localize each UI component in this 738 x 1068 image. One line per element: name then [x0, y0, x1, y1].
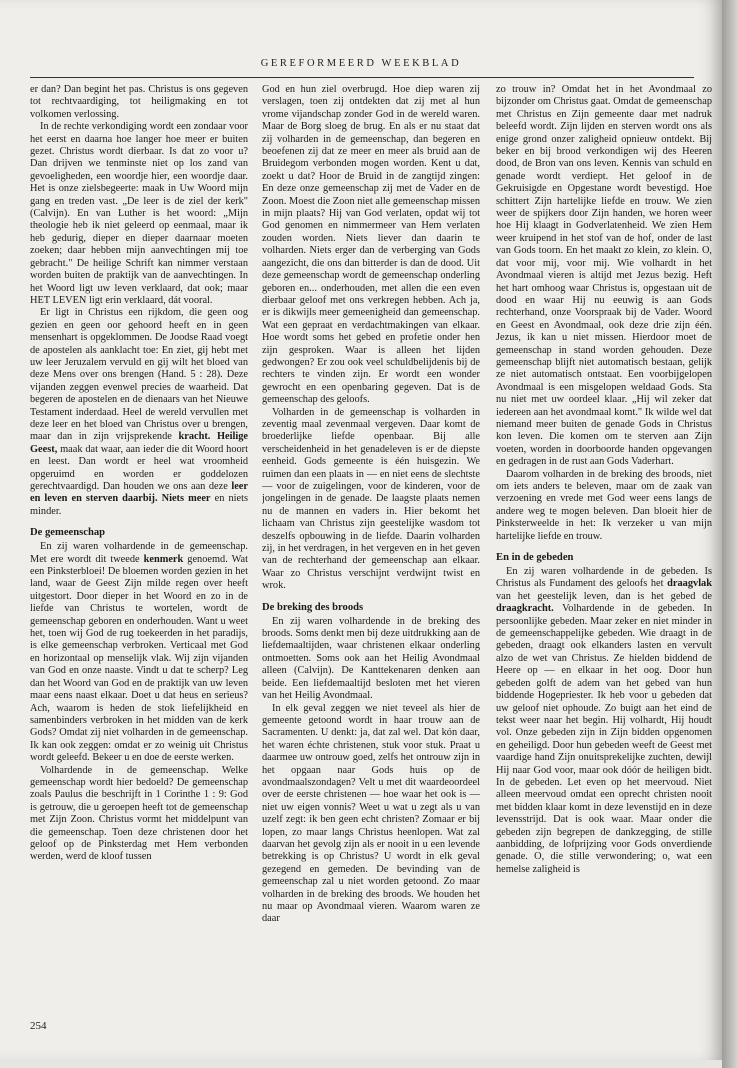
paragraph: Volharden in de gemeenschap is volharden in zeventig maal zevenmaal vergeven. Daar komt de broederlijke liefde openbaar. Bij alle verscheidenheid in het genadeleven is er de diepste eenheid. Gods gemeente is één huisgezin. We ruimen dan een plaats in — en niet eens de slechtste — voor de zuigelingen, voor de kinderen, voor de jongelingen in de genade. De laagste plaats nemen nu de mannen en vaders in. Hier bekomt het lichaam van Christus zijn geestelijke wasdom tot deszelfs opbouwing in de liefde. Daarin volharden zij, in het verdragen, in het vergeven en in het geven van de rechterhand der gemeenschap aan elkaar. Waar zo Christus verschijnt verdwijnt twist en wrok.: [262, 406, 480, 592]
running-header: GEREFORMEERD WEEKBLAD: [260, 58, 462, 69]
column-right: [496, 84, 712, 1014]
section-heading-gebeden: En in de gebeden: [496, 552, 574, 564]
header-rule: [30, 77, 694, 78]
paragraph: En zij waren volhardende in de gebeden. Is Christus als Fundament des geloofs het draagvlak van het geestelijk leven, dan is het gebed de draagkracht. Volhardende in de gebeden. In persoonlijke gebeden. Maar zeker en niet minder in de gemeenschappelijke gebeden. Wie draagt in de gebeden, draagt ook elkanders lasten en vervult alzo de wet van Christus. Ze hielden biddend de Heere op — en elkaar in het oog. Door hun gebeden golft de adem van het gebed van hun biddende Hogepriester. Ik heb voor u gebeden dat uw geloof niet ophoude. Zo buigt aan het eind de tekst weer naar het begin. Hij volhardt, Hij houdt vol. Onze gebeden zijn in Zijn bidden opgenomen en geheiligd. Door hun gebeden weeft de Geest met vaardige hand Zijn onuitsprekelijke zuchten, dewijl Hij naar God voor, maar ook dóór de heiligen bidt. In de gebeden. Let even op het meervoud. Niet alleen meervoud omdat een oprecht christen nooit met bidden klaar komt in deze levenstijd en in deze levensstrijd. Dat is ook waar. Maar onder die gebeden zijn begrepen de dankzegging, de stille aanbidding, de lofprijzing voor Gods onverdiende genade. O, die stille verwondering; o, wat een hemelse zaligheid is: [496, 566, 712, 875]
page-number: 254: [30, 1020, 47, 1032]
paragraph: En zij waren volhardende in de breking des broods. Soms denkt men bij deze uitdrukking aan de liefdemaaltijden, waar christenen elkaar onderling ontmoetten. Soms ook aan het Heilig Avondmaal alleen (Calvijn). De Kanttekenaren denken aan beide. Een liefdemaaltijd besloten met het vieren van het Heilig Avondmaal.: [262, 615, 480, 702]
column-middle: [262, 84, 480, 1014]
paragraph: In de rechte verkondiging wordt een zondaar voor het eerst en daarna hoe langer hoe meer er buiten gezet. Christus wordt dierbaar. Is dat zo voor u? Dan drijven we tenminste niet op los zand van gevoeligheden, een woordje hier, een woordje daar. Het is onze zielsbegeerte: maak in Uw Woord mijn gang en treden vast. „De leer is de ziel der kerk" (Calvijn). En van Luther is het woord: „Mijn theologie heb ik niet geleerd op eenmaal, maar ik heb gedurig, dieper en dieper daarnaar moeten zoeken; daar hebben mijn aanvechtingen mij toe gebracht." De heilige Schrift kan nimmer verstaan worden buiten de praktijk van de aanvechtingen. In het Woord ligt uw leven verklaard, dat ook; maar HET LEVEN ligt erin verklaard, dát vooral.: [30, 121, 248, 306]
paragraph: Er ligt in Christus een rijkdom, die geen oog gezien en geen oor gehoord heeft en in geen mensenhart is opgeklommen. De Joodse Raad voegt de apostelen als aanklacht toe: En ziet, gij hebt met uw leer Jeruzalem vervuld en gij wilt het bloed van deze Mens over ons brengen (Hand. 5 : 28). Deze vijanden zeggen evenwel precies de waarheid. Dat begeren de apostelen en de dienaars van het Nieuwe Testament inderdaad. Heel de wereld vervullen met deze leer en het bloed van Christus over u brengen, maar dan in zijn vrijsprekende kracht. Heilige Geest, maak dat waar, aan ieder die dit Woord hoort en leest. Dan wordt er heel wat vroomheid opgeruimd en worden er goddelozen gerechtvaardigd. Dan houden we ons aan deze leer en leven en sterven daarbij. Niets meer en niets minder.: [30, 307, 248, 517]
section-heading-gemeenschap: De gemeenschap: [30, 527, 106, 539]
paragraph: zo trouw in? Omdat het in het Avondmaal zo bijzonder om Christus gaat. Omdat de gemeenschap met Christus en Zijn gemeente daar met nadruk beleefd wordt. Zijn lijden en sterven wordt ons als enige grond onzer zaligheid opnieuw ontdekt. Bij beker en bij brood verkondigen wij des Heeren dood, de Bron van ons leven. Kennis van schuld en genade wordt verdiept. Het geloof in de Gekruisigde en Opgestane wordt bevestigd. Hoe schittert Zijn hartelijke liefde en trouw. We zien weer de spijkers door Zijn handen, we horen weer hoe Hij klaagt in Godverlatenheid. We zien Hem weer kruipend in het stof van de hof, onder de last van Gods toorn. En het maakt zo klein, zo klein. O, dat voor mij, voor mij. Wie volhardt in het Avondmaal vieren is altijd met Jezus bezig. Heft het hart omhoog waar Christus is, opgestaan uit de dood en waar Hij nu eeuwig is aan Gods rechterhand, onze Voorspraak bij de Vader. Woord en Geest en Avondmaal, ook deze drie zijn één. Jezus, ik kan u niet missen. Hierdoor moet de gemeenschap in stand worden gehouden. Deze gemeenschap blijft niet automatisch bestaan, gelijk ze niet automatisch ontstaat. Een voorbijgelopen Avondmaal is een misgelopen weldaad Gods. Sta nu niet met uw oordeel klaar. „Hij wil zeker dat iedereen aan het avondmaal komt." Ik wilde wel dat niemand meer buiten de genade Gods in Christus kon leven. Die komen om te sterven aan Zijn voeten, worden in doorboorde handen opgevangen en gedragen in de rust aan Gods Vaderhart.: [496, 84, 712, 468]
paragraph: In elk geval zeggen we niet teveel als hier de gemeente getoond wordt in haar trouw aan de Sacramenten. U denkt: ja, dat zal wel. Dat kón daar, het waren échte christenen, stuk voor stuk. Praat u daarmee uw ontrouw goed, zelfs het ontrouw zijn in het opgaan naar Gods huis op de avondmaalszondagen? Velt u met dit waardeoordeel over de eerste christenen — hoe waar het ook is — niet uw eigen vonnis? Weet u wat u zegt als u van uzelf zegt: ik ben geen echt christen? Zomaar er bij lopen, zo maar langs Christus heenlopen. Wat zal daarvan het gevolg zijn als er nooit in u een levende betrekking is op Christus? U wordt in elk geval gezegend en gemeden. De bevinding van de gemeenschap zal u niet worden getoond. Zo maar volharden in de breking des broods. We houden het nu maar op Avondmaal vieren. Waarom waren ze daar: [262, 702, 480, 925]
page-edge-shadow: [722, 0, 738, 1068]
section-heading-breking: De breking des broods: [262, 601, 364, 613]
paragraph: er dan? Dan begint het pas. Christus is ons gegeven tot rechtvaardiging, tot heiligmaking en tot volkomen verlossing.: [30, 84, 248, 120]
column-left: [30, 84, 248, 1014]
paragraph: Volhardende in de gemeenschap. Welke gemeenschap wordt hier bedoeld? De gemeenschap zoals Paulus die beschrijft in 1 Corinthe 1 : 9: God is getrouw, die u geroepen heeft tot de gemeenschap met Zijn Zoon. Christus vormt het middelpunt van die gemeenschap. Toen deze christenen door het geloof op de Pinksterdag met Hem verbonden werden, werd de kloof tussen: [30, 764, 248, 863]
paragraph: God en hun ziel overbrugd. Hoe diep waren zij verslagen, toen zij ontdekten dat zij met al hun vrome vijandschap zonder God in de wereld waren. Maar de Borg sloeg de brug. En als er nu staat dat zij volharden in de gemeenschap, dan begeren en beoefenen zij dat ze meer en meer als bruid aan de Bruidegom verbonden mogen worden. Kent u dat, zoekt u dat? Hoor de Bruid in de zangtijd zingen: En deze onze gemeenschap zij met de Vader en de Zoon. Moest die Zoon niet alle gemeenschap missen in mijn plaats? Hij van God verlaten, opdat wij tot God genomen en nimmermeer van Hem verlaten zouden worden. Niets liever dan daarin te volharden. Niets erger dan de verberging van Gods aangezicht, die ons dan bitterder is dan de dood. Uit deze gemeenschap wordt de gemeenschap onderling geboren en... onderhouden, met allen die een even dierbaar geloof met ons verkregen hebben. Ach ja, er is dikwijls meer gemeenigheid dan gemeenschap. Wat een gepraat en verdachtmakingen van elkaar. Hoe wordt soms het gebed en profetie onder hen zijn gesproken. Waar is alleen het lijden gedwongen? Er zou ook veel schuldbelijdenis bij de rechters te vinden zijn. Er wordt een wonder gewrocht en een openbaring gegeven. Dat is de gemeenschap des geloofs.: [262, 84, 480, 406]
paragraph: En zij waren volhardende in de gemeenschap. Met ere wordt dit tweede kenmerk genoemd. Wat een Pinksterbloei! De bloemen worden gezien in het land, waar de Geest Zijn milde regen over heeft uitgestort. Door dieper in het Woord en zo in de liefde van Christus te wortelen, wordt de gemeenschap geboren en onderhouden. Want u weet het, toen wij God de rug toekeerden in het paradijs, is elke gemeenschap verbroken. Verticaal met God en horizontaal op menselijk vlak. Wij zijn vijanden van God en onze naaste. Vindt u dat te scherp? Leg dan het Woord van God en de praktijk van uw leven maar eens naast elkaar. Doet u dat heus en serieus? Ach, waarom is heden de stok liefelijkheid en samenbinders verbroken in het midden van de kerk Gods? Omdat zij niet volharden in de gemeenschap. Ik kan ook zeggen: omdat er zo weinig uit Christus wordt geleefd. Bekeer u en doe de eerste werken.: [30, 541, 248, 764]
paragraph: Daarom volharden in de breking des broods, niet om iets anders te beleven, maar om de zaak van verzoening en vrede met God weer eens langs de andere weg te mogen beleven. Dan bloeit hier de Pinksterweelde in het: Ik verzeker u van mijn hartelijke liefde en trouw.: [496, 468, 712, 542]
